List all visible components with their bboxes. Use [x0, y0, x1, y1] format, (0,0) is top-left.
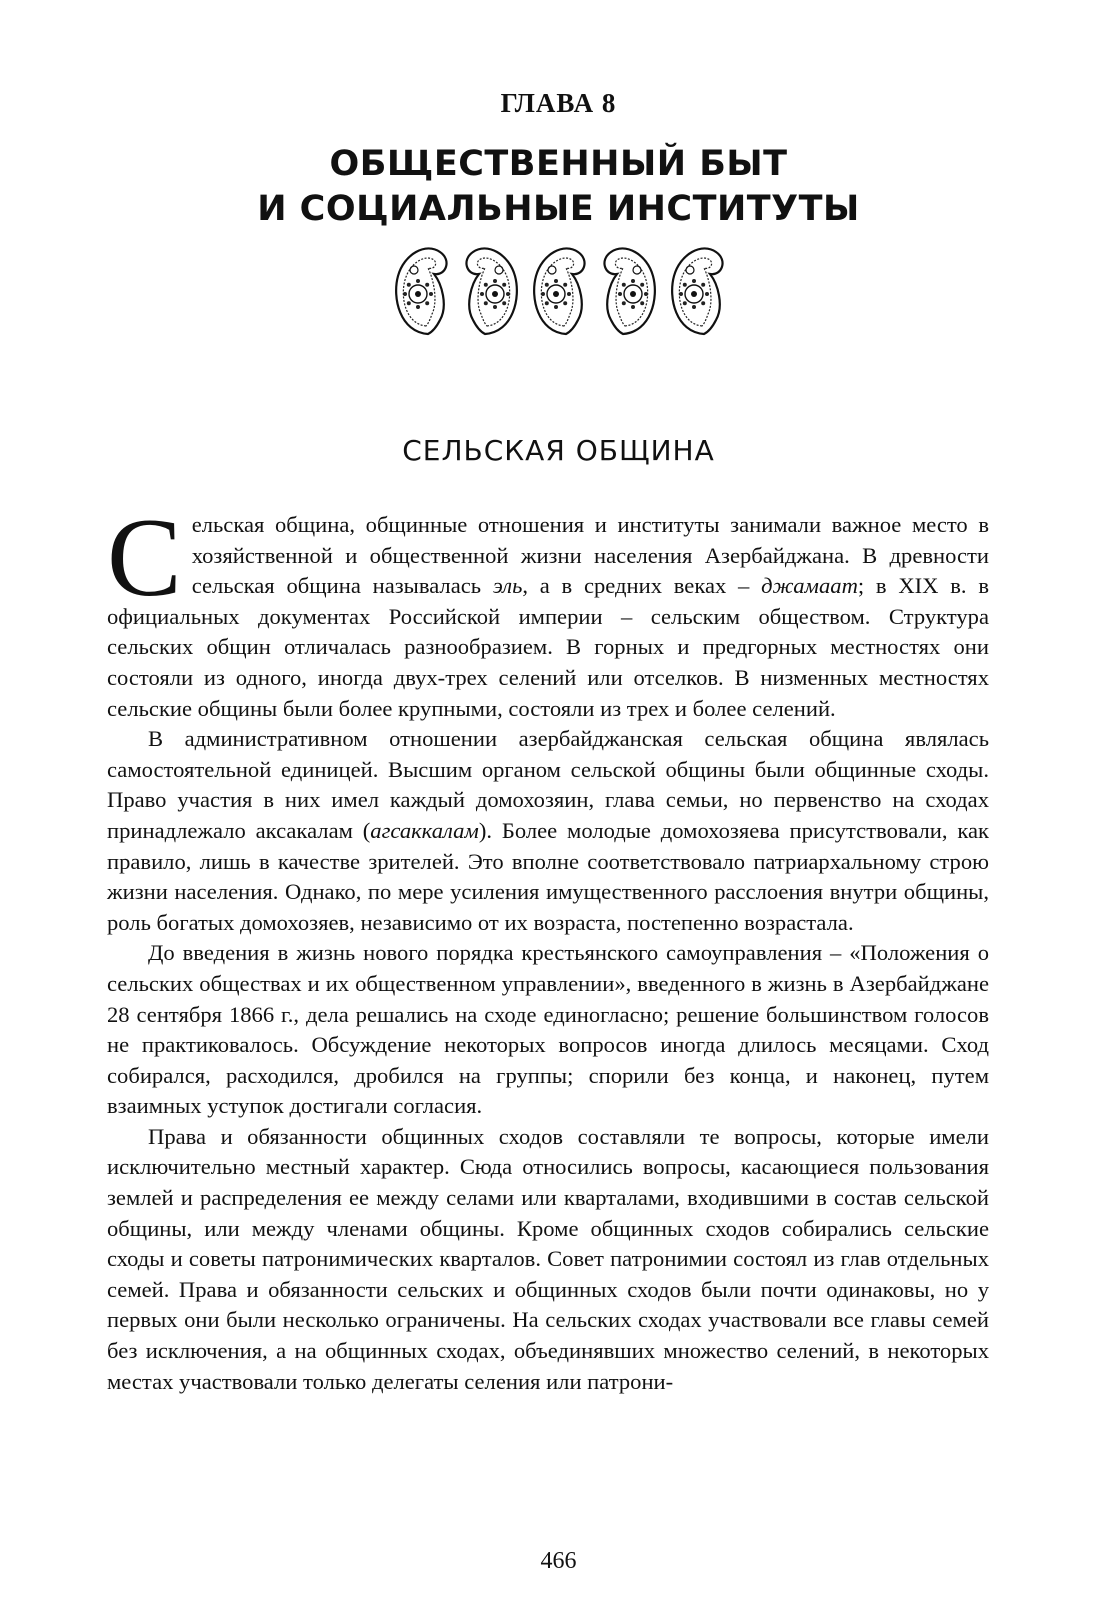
drop-cap: С	[107, 496, 182, 620]
text-segment: ). Более молодые домохозяева присутствовали, как правило, лишь в качестве зрителей. Это вполне соответствовало патриархальному строю жизни населения. Однако, по мере усиления имущественного расслоения внутри общины, роль богатых домохозяев, независимо от их возраста, постепенно возрастала.	[107, 817, 989, 935]
paisley-motif	[396, 248, 446, 334]
paisley-ornament-icon	[388, 238, 733, 338]
italic-term: эль	[492, 573, 523, 599]
text-segment: ; в XIX в. в официальных документах Российской империи – сельским обществом. Структура сельских общин отличалась разнообразием. В горных и предгорных местностях они состояли из одного, иногда двух-трех селений или отселков. В низменных местностях сельские общины были более крупными, состояли из трех и более селений.	[107, 573, 989, 721]
chapter-label: ГЛАВА 8	[500, 88, 617, 118]
text-segment: До введения в жизнь нового порядка крестьянского самоуправления – «Положения о сельских обществах и их общественном управлении», введенного в жизнь в Азербайджане 28 сентября 1866 г., дела решались на сходе единогласно; решение большинством голосов не практиковалось. Обсуждение некоторых вопросов иногда длилось месяцами. Сход собирался, расходился, дробился на группы; спорили без конца, и наконец, путем взаимных уступок достигали согласия.	[107, 940, 989, 1119]
paragraph	[107, 496, 989, 724]
text-segment: Права и обязанности общинных сходов составляли те вопросы, которые имели исключительно местный характер. Сюда относились вопросы, касающиеся пользования землей и распределения ее между селами или кварталами, входившими в состав сельской общины, или между членами общины. Кроме общинных сходов собирались сельские сходы и советы патронимических кварталов. Совет патронимии состоял из глав отдельных семей. Права и обязанности сельских и общинных сходов были почти одинаковы, но у первых они были несколько ограничены. На сельских сходах участвовали все главы семей без исключения, а на общинных сходах, объединявших множество селений, в некоторых местах участвовали только делегаты селения или патрони-	[107, 1123, 989, 1394]
text-segment: В административном отношении азербайджанская сельская община являлась самостоятельной единицей. Высшим органом сельской общины были общинные сходы. Право участия в них имел каждый домохозяин, глава семьи, но первенство на сходах принадлежало аксакалам (	[107, 726, 989, 843]
body-text	[107, 496, 989, 1397]
paragraph	[107, 1122, 989, 1397]
chapter-title	[0, 142, 1117, 232]
paisley-motif	[466, 248, 516, 334]
page-number: 466	[540, 1548, 577, 1574]
paisley-motif	[604, 248, 654, 334]
chapter-title-line-1: ОБЩЕСТВЕННЫЙ БЫТ	[329, 144, 788, 184]
section-title: СЕЛЬСКАЯ ОБЩИНА	[402, 434, 715, 467]
paisley-motif	[672, 248, 722, 334]
italic-term: агсаккалам	[370, 817, 479, 843]
paragraph	[107, 724, 989, 938]
chapter-title-line-2: И СОЦИАЛЬНЫЕ ИНСТИТУТЫ	[257, 189, 860, 229]
text-segment: , а в средних веках –	[522, 573, 762, 599]
italic-term: джамаат	[761, 573, 858, 599]
paisley-motif	[534, 248, 584, 334]
text-segment: ельская община, общинные отношения и институты занимали важное место в хозяйственной и общественной жизни населения Азербайджана. В древности сельская община называлась	[191, 512, 989, 599]
paragraph	[107, 938, 989, 1122]
